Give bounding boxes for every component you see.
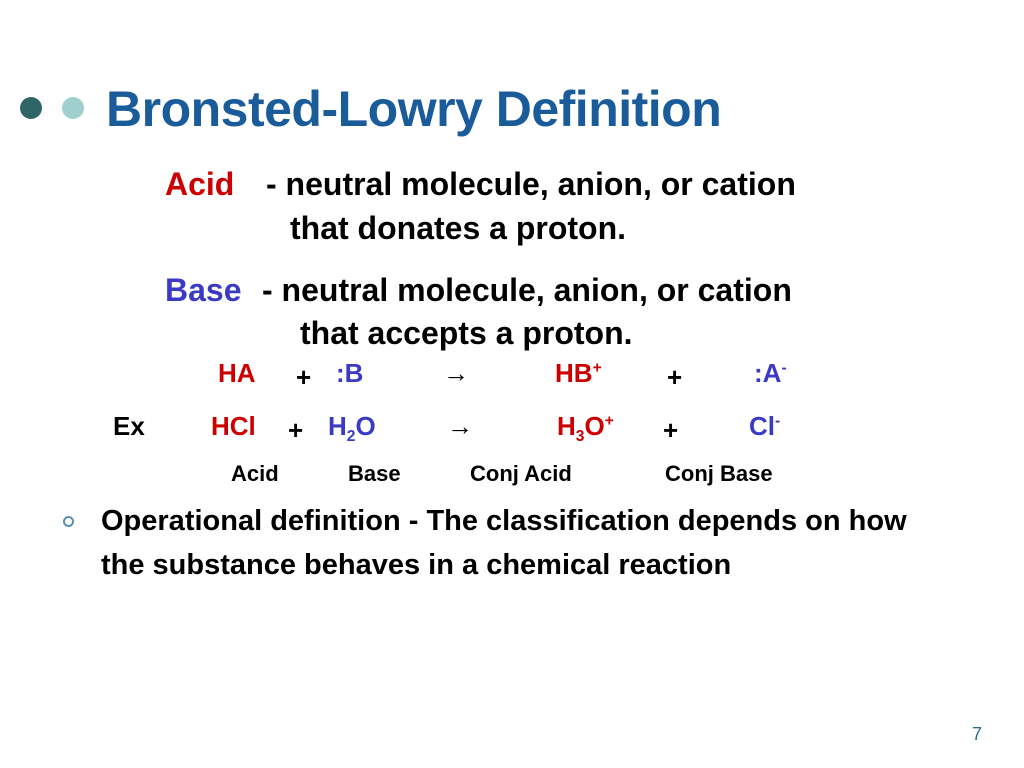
- acid-term: Acid: [165, 166, 235, 202]
- base-definition-line2: that accepts a proton.: [300, 315, 633, 351]
- slide-title: Bronsted-Lowry Definition: [106, 81, 722, 137]
- eq-plus-2: +: [667, 362, 683, 392]
- eq-a: :A-: [754, 358, 787, 388]
- example-plus-1: +: [288, 415, 304, 445]
- example-h2o: $H_2O$: [328, 411, 376, 446]
- page-number: 7: [972, 724, 983, 744]
- bullet-ring-icon: [63, 516, 74, 527]
- eq-hb: HB+: [555, 358, 602, 388]
- example-hcl: HCl: [211, 411, 256, 441]
- label-acid: Acid: [231, 461, 279, 486]
- example-cl: Cl-: [749, 411, 781, 441]
- base-definition-line1: - neutral molecule, anion, or cation: [262, 272, 792, 308]
- eq-ha: HA: [218, 358, 256, 388]
- example-plus-2: +: [663, 415, 679, 445]
- label-conj-base: Conj Base: [665, 461, 773, 486]
- label-conj-acid: Conj Acid: [470, 461, 572, 486]
- eq-arrow-icon: →: [443, 358, 469, 388]
- title-bullet-light-icon: [62, 97, 84, 119]
- example-arrow-icon: →: [447, 411, 473, 441]
- acid-definition-line2: that donates a proton.: [290, 210, 626, 246]
- operational-definition-text: Operational definition - The classification depends on how the substance behaves in a chemical reaction: [101, 505, 907, 581]
- acid-definition-line1: - neutral molecule, anion, or cation: [266, 166, 796, 202]
- base-term: Base: [165, 272, 242, 308]
- label-base: Base: [348, 461, 401, 486]
- example-label: Ex: [113, 411, 145, 441]
- title-bullet-dark-icon: [20, 97, 42, 119]
- eq-b: :B: [336, 358, 364, 388]
- eq-plus-1: +: [296, 362, 312, 392]
- example-h3o: $H_3O^+$: [557, 411, 614, 446]
